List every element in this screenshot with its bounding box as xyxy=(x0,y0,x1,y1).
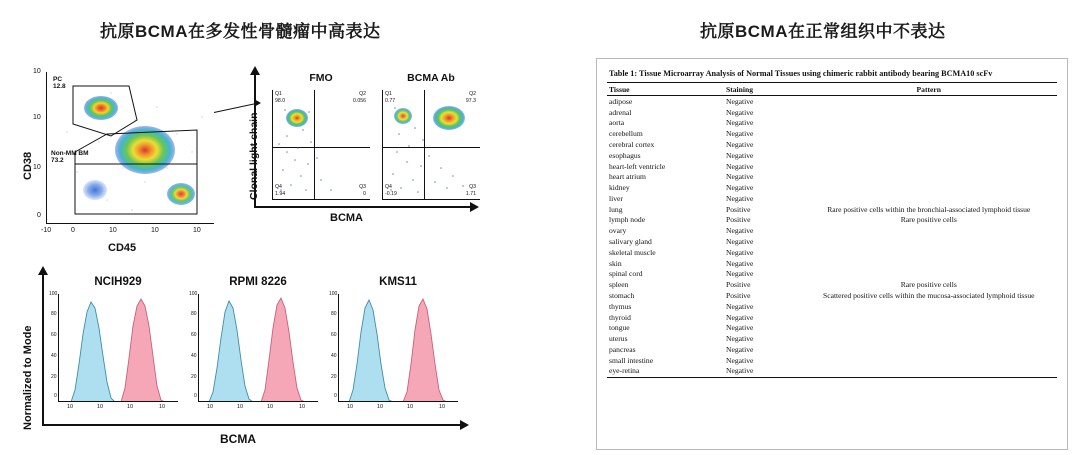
cell-staining: Negative xyxy=(726,129,754,139)
flow-cytometry-panel xyxy=(8,60,528,450)
table-row xyxy=(607,182,1057,193)
quad-x-axis-label: BCMA xyxy=(330,212,363,224)
table-row xyxy=(607,279,1057,290)
hist2-xtick-3: 10 xyxy=(299,404,306,410)
hist-x-axis-arrow xyxy=(42,424,462,426)
hist2-xtick-0: 10 xyxy=(207,404,214,410)
table-row xyxy=(607,301,1057,312)
table-header-row xyxy=(607,83,1057,96)
cell-tissue: eye-retina xyxy=(607,366,724,378)
quad-plot-fmo-area xyxy=(273,90,370,199)
cell-pattern xyxy=(801,182,1058,193)
cell-staining: Negative xyxy=(726,140,754,150)
quad-x-axis-arrow xyxy=(254,206,472,208)
gate-label-nonmm: Non-MM BM 73.2 xyxy=(51,150,89,165)
hist1-ytick-40: 40 xyxy=(51,353,57,359)
scatter-x-tick-3: 10 xyxy=(151,227,159,234)
cell-pattern xyxy=(801,301,1058,312)
quad-value-q1: 0.77 xyxy=(385,98,396,104)
cell-pattern xyxy=(801,322,1058,333)
cell-pattern xyxy=(801,150,1058,161)
hist-x-axis-label: BCMA xyxy=(220,432,256,446)
quad-label-q2: Q2 xyxy=(469,91,476,97)
scatter-x-tick-4: 10 xyxy=(193,227,201,234)
hist3-ytick-40: 40 xyxy=(331,353,337,359)
column-header-pattern: Pattern xyxy=(801,83,1058,96)
cell-pattern xyxy=(801,236,1058,247)
table-row xyxy=(607,118,1057,129)
cell-pattern xyxy=(801,193,1058,204)
cell-staining: Negative xyxy=(726,107,754,117)
cell-staining: Negative xyxy=(724,366,801,378)
quad-value-q4: -0.19 xyxy=(385,191,397,197)
cell-pattern xyxy=(801,118,1058,129)
cell-tissue: thyroid xyxy=(609,312,631,322)
histogram-kms11 xyxy=(329,291,458,410)
gate-label-pc: PC 12.8 xyxy=(53,76,66,91)
hist2-xtick-1: 10 xyxy=(237,404,244,410)
hist1-ytick-20: 20 xyxy=(51,374,57,380)
histogram-ncih929 xyxy=(49,291,178,410)
histogram-rpmi8226 xyxy=(189,291,318,410)
scatter-y-tick-3: 0 xyxy=(37,212,41,219)
quad-fmo-svg xyxy=(273,90,370,199)
cell-tissue: adipose xyxy=(609,96,633,106)
quad-label-q1: Q1 xyxy=(385,91,392,97)
cell-pattern: Rare positive cells xyxy=(900,215,957,225)
table-row xyxy=(607,236,1057,247)
cell-pattern: Rare positive cells xyxy=(900,280,957,290)
cell-staining: Negative xyxy=(726,118,754,128)
table-row xyxy=(607,290,1057,301)
cell-pattern xyxy=(801,269,1058,280)
hist3-ytick-60: 60 xyxy=(331,332,337,338)
hist2-svg xyxy=(199,294,318,401)
quad-label-q4: Q4 xyxy=(385,184,392,190)
cell-tissue: lung xyxy=(609,204,623,214)
cell-staining: Negative xyxy=(726,334,754,344)
cell-tissue: salivary gland xyxy=(609,237,652,247)
quad-label-q1: Q1 xyxy=(275,91,282,97)
cell-staining: Negative xyxy=(726,193,754,203)
page-title-right: 抗原BCMA在正常组织中不表达 xyxy=(700,22,946,41)
table-row xyxy=(607,96,1057,107)
hist2-ytick-0: 0 xyxy=(194,393,197,399)
cell-staining: Negative xyxy=(726,247,754,257)
quad-plot-fmo xyxy=(272,90,370,200)
scatter-y-tick-2: 10 xyxy=(33,164,41,171)
table-row xyxy=(607,225,1057,236)
table-row xyxy=(607,107,1057,118)
hist1-svg xyxy=(59,294,178,401)
cell-tissue: heart-left ventricle xyxy=(609,161,666,171)
quad-value-q3: 1.71 xyxy=(465,191,476,197)
quad-label-q3: Q3 xyxy=(469,184,476,190)
histogram-kms11-area xyxy=(339,294,458,401)
hist1-xtick-2: 10 xyxy=(127,404,134,410)
cell-tissue: skeletal muscle xyxy=(609,247,656,257)
hist1-xtick-3: 10 xyxy=(159,404,166,410)
quad-value-q4: 1.94 xyxy=(275,191,286,197)
cell-staining: Negative xyxy=(726,183,754,193)
cell-tissue: spleen xyxy=(609,280,629,290)
cell-tissue: thymus xyxy=(609,301,632,311)
quad-y-axis-label: Clonal light chain xyxy=(248,112,260,200)
table-row xyxy=(607,150,1057,161)
scatter-x-axis-label: CD45 xyxy=(108,242,137,254)
cell-tissue: ovary xyxy=(609,226,627,236)
scatter-plot-area xyxy=(47,72,214,223)
hist3-xtick-0: 10 xyxy=(347,404,354,410)
cell-tissue: cerebral cortex xyxy=(609,140,655,150)
hist1-xtick-0: 10 xyxy=(67,404,74,410)
tissue-microarray-panel xyxy=(596,58,1068,450)
quad-value-q2: 0.056 xyxy=(353,98,366,104)
cell-staining: Negative xyxy=(726,312,754,322)
hist-title-kms11: KMS11 xyxy=(379,276,417,288)
cell-staining: Negative xyxy=(726,161,754,171)
quad-label-q3: Q3 xyxy=(359,184,366,190)
cell-staining: Negative xyxy=(726,237,754,247)
cell-staining: Negative xyxy=(726,150,754,160)
hist3-ytick-100: 100 xyxy=(329,291,338,297)
cell-pattern: Rare positive cells within the bronchial-associated lymphoid tissue xyxy=(827,204,1031,214)
quad-title-fmo: FMO xyxy=(309,72,333,84)
hist-y-axis-arrowhead xyxy=(38,266,48,275)
cell-tissue: aorta xyxy=(609,118,625,128)
cell-tissue: tongue xyxy=(609,323,630,333)
table-row xyxy=(607,247,1057,258)
cell-tissue: skin xyxy=(609,258,622,268)
table-row xyxy=(607,312,1057,323)
cell-staining: Negative xyxy=(726,269,754,279)
cell-pattern xyxy=(801,355,1058,366)
hist2-xtick-2: 10 xyxy=(267,404,274,410)
table-row xyxy=(607,269,1057,280)
quad-value-q3: 0 xyxy=(363,191,366,197)
cell-pattern xyxy=(801,171,1058,182)
table-row xyxy=(607,258,1057,269)
hist1-ytick-80: 80 xyxy=(51,311,57,317)
cell-staining: Negative xyxy=(726,96,754,106)
column-header-tissue: Tissue xyxy=(607,83,724,96)
cell-staining: Negative xyxy=(726,172,754,182)
hist2-ytick-60: 60 xyxy=(191,332,197,338)
hist3-ytick-80: 80 xyxy=(331,311,337,317)
quad-plot-bcma-area xyxy=(383,90,480,199)
cell-pattern xyxy=(801,139,1058,150)
table-row xyxy=(607,204,1057,215)
cell-staining: Negative xyxy=(726,344,754,354)
column-header-staining: Staining xyxy=(724,83,801,96)
hist1-ytick-60: 60 xyxy=(51,332,57,338)
cell-pattern xyxy=(801,247,1058,258)
cell-pattern: Scattered positive cells within the mucosa-associated lymphoid tissue xyxy=(822,290,1035,300)
table-body xyxy=(607,96,1057,378)
cell-tissue: spinal cord xyxy=(609,269,643,279)
table-row xyxy=(607,139,1057,150)
scatter-y-tick-1: 10 xyxy=(33,114,41,121)
table-row xyxy=(607,333,1057,344)
cell-pattern xyxy=(801,366,1058,378)
table-row xyxy=(607,161,1057,172)
hist2-ytick-100: 100 xyxy=(189,291,198,297)
cell-staining: Positive xyxy=(726,204,751,214)
cell-tissue: kidney xyxy=(609,183,630,193)
cell-pattern xyxy=(801,312,1058,323)
cell-tissue: liver xyxy=(609,193,623,203)
table-row xyxy=(607,171,1057,182)
table-row xyxy=(607,215,1057,226)
table-header xyxy=(607,83,1057,96)
cell-staining: Positive xyxy=(726,290,751,300)
quad-plot-bcma-ab xyxy=(382,90,480,200)
quad-title-bcma-ab: BCMA Ab xyxy=(407,72,455,84)
table-row xyxy=(607,355,1057,366)
cell-staining: Negative xyxy=(726,258,754,268)
hist2-ytick-40: 40 xyxy=(191,353,197,359)
cell-tissue: stomach xyxy=(609,290,635,300)
cell-pattern xyxy=(801,225,1058,236)
cell-pattern xyxy=(801,107,1058,118)
cell-staining: Positive xyxy=(726,280,751,290)
cell-tissue: heart atrium xyxy=(609,172,646,182)
scatter-svg xyxy=(47,72,214,223)
cell-pattern xyxy=(801,161,1058,172)
table-row xyxy=(607,322,1057,333)
cell-tissue: small intestine xyxy=(609,355,654,365)
hist-y-axis-label: Normalized to Mode xyxy=(22,325,34,430)
hist1-xtick-1: 10 xyxy=(97,404,104,410)
cell-tissue: adrenal xyxy=(609,107,632,117)
scatter-y-tick-0: 10 xyxy=(33,68,41,75)
tissue-table xyxy=(607,82,1057,378)
cell-tissue: pancreas xyxy=(609,344,636,354)
cell-pattern xyxy=(801,344,1058,355)
table-row xyxy=(607,128,1057,139)
cell-tissue: uterus xyxy=(609,334,628,344)
hist-title-rpmi8226: RPMI 8226 xyxy=(229,276,287,288)
cell-pattern xyxy=(801,128,1058,139)
hist2-ytick-80: 80 xyxy=(191,311,197,317)
table-row xyxy=(607,366,1057,378)
table-row xyxy=(607,344,1057,355)
hist1-ytick-100: 100 xyxy=(49,291,58,297)
cell-tissue: cerebellum xyxy=(609,129,643,139)
scatter-x-tick-2: 10 xyxy=(109,227,117,234)
hist-title-ncih929: NCIH929 xyxy=(94,276,142,288)
hist3-xtick-3: 10 xyxy=(439,404,446,410)
cell-pattern xyxy=(801,96,1058,107)
hist3-xtick-2: 10 xyxy=(407,404,414,410)
quad-label-q4: Q4 xyxy=(275,184,282,190)
cell-tissue: esophagus xyxy=(609,150,641,160)
quad-value-q2: 97.3 xyxy=(465,98,476,104)
hist3-ytick-20: 20 xyxy=(331,374,337,380)
table-row xyxy=(607,193,1057,204)
hist3-xtick-1: 10 xyxy=(377,404,384,410)
scatter-x-tick-1: 0 xyxy=(71,227,75,234)
cell-staining: Negative xyxy=(726,323,754,333)
quad-y-axis-arrowhead xyxy=(250,66,260,75)
histogram-rpmi8226-area xyxy=(199,294,318,401)
table-caption: Table 1: Tissue Microarray Analysis of Normal Tissues using chimeric rabbit antibody bearing BCMA10 scFv xyxy=(609,69,993,78)
page-title-left: 抗原BCMA在多发性骨髓瘤中高表达 xyxy=(100,22,381,41)
quad-x-axis-arrowhead xyxy=(470,202,479,212)
hist-y-axis-arrow xyxy=(42,274,44,424)
cell-pattern xyxy=(801,258,1058,269)
cell-staining: Negative xyxy=(726,226,754,236)
scatter-plot-cd38-cd45 xyxy=(33,68,214,234)
scatter-x-tick-0: -10 xyxy=(41,227,52,234)
quad-bcma-svg xyxy=(383,90,480,199)
cell-staining: Negative xyxy=(726,355,754,365)
histogram-ncih929-area xyxy=(59,294,178,401)
cell-tissue: lymph node xyxy=(609,215,646,225)
hist1-ytick-0: 0 xyxy=(54,393,57,399)
cell-pattern xyxy=(801,333,1058,344)
hist2-ytick-20: 20 xyxy=(191,374,197,380)
hist-x-axis-arrowhead xyxy=(460,420,469,430)
quad-value-q1: 98.0 xyxy=(275,98,286,104)
hist3-ytick-0: 0 xyxy=(334,393,337,399)
scatter-y-axis-label: CD38 xyxy=(22,151,34,180)
quad-label-q2: Q2 xyxy=(359,91,366,97)
hist3-svg xyxy=(339,294,458,401)
cell-staining: Positive xyxy=(726,215,751,225)
cell-staining: Negative xyxy=(726,301,754,311)
